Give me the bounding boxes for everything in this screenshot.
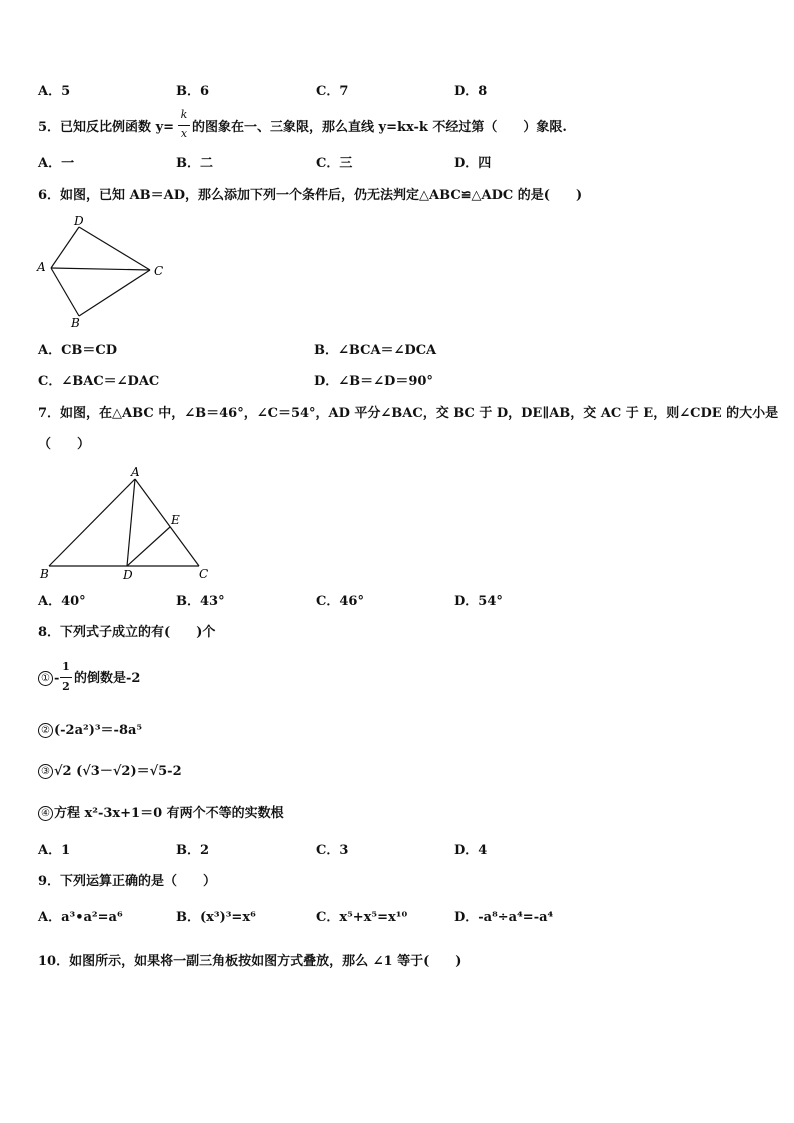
q7-label-e: E: [171, 513, 180, 527]
q9-option-d: D．-a⁸÷a⁴=-a⁴: [454, 910, 554, 925]
q8-option-d: D．4: [454, 843, 488, 858]
q8-stem: 8．下列式子成立的有( )个: [38, 625, 216, 640]
q9-option-a: A．a³•a²=a⁶: [38, 910, 123, 925]
q7-label-c: C: [199, 567, 209, 581]
q7-stem-line1: 7．如图，在△ABC 中，∠B＝46°，∠C＝54°，AD 平分∠BAC，交 BC 于 D，DE∥AB，交 AC 于 E，则∠CDE 的大小是: [38, 406, 779, 421]
q9-option-c: C．x⁵+x⁵=x¹⁰: [316, 910, 408, 925]
q6-label-d: D: [74, 214, 84, 228]
q5-fraction-bar: [178, 125, 190, 126]
q8-item3-mark: ③: [38, 764, 53, 779]
q7-figure-triangle: [34, 462, 224, 584]
q8-item2-text: (-2a²)³＝-8a⁵: [54, 723, 143, 738]
q6-option-d: D．∠B＝∠D＝90°: [314, 374, 433, 389]
q8-item4-text: 方程 x²-3x+1＝0 有两个不等的实数根: [54, 806, 284, 821]
q4-option-d: D．8: [454, 84, 488, 99]
q5-option-d: D．四: [454, 156, 492, 171]
q8-item4-mark: ④: [38, 806, 53, 821]
q5-stem-prefix: 5．已知反比例函数 y=: [38, 120, 175, 135]
q7-option-b: B．43°: [176, 594, 225, 609]
q5-option-c: C．三: [316, 156, 353, 171]
q8-option-b: B．2: [176, 843, 210, 858]
q6-stem: 6．如图，已知 AB＝AD，那么添加下列一个条件后，仍无法判定△ABC≌△ADC 的是( ): [38, 188, 583, 203]
q7-segment-ac: [135, 479, 199, 566]
q5-stem-suffix: 的图象在一、三象限，那么直线 y=kx-k 不经过第（ ）象限.: [192, 120, 567, 135]
q8-item1: [38, 671, 59, 687]
q7-segment-ad: [127, 479, 135, 566]
q6-figure-quadrilateral: [34, 212, 174, 332]
q6-segment-bc: [79, 270, 150, 316]
q8-item3-text: √2 (√3－√2)＝√5-2: [54, 764, 182, 779]
q8-option-a: A．1: [38, 843, 71, 858]
q9-stem: 9．下列运算正确的是（ ）: [38, 874, 217, 889]
q8-item2: [38, 723, 142, 739]
q7-label-d: D: [123, 568, 133, 582]
q5-option-a: A．一: [38, 156, 75, 171]
q8-item3: [38, 764, 182, 780]
q6-segment-dc: [79, 227, 150, 270]
q7-label-b: B: [40, 567, 49, 581]
q8-item1-fraction-denominator: 2: [62, 680, 70, 693]
q6-label-b: B: [71, 316, 80, 330]
q6-option-a: A．CB＝CD: [38, 343, 118, 358]
q7-segment-de: [127, 527, 170, 566]
q8-item1-fraction-bar: [60, 677, 72, 678]
q5-fraction-denominator: x: [180, 127, 188, 140]
q10-stem: 10．如图所示，如果将一副三角板按如图方式叠放，那么 ∠1 等于( ): [38, 954, 462, 969]
q7-option-a: A．40°: [38, 594, 86, 609]
q7-segment-ab: [49, 479, 135, 566]
q8-item1-minus: -: [54, 671, 60, 686]
q7-option-c: C．46°: [316, 594, 364, 609]
q6-option-b: B．∠BCA＝∠DCA: [314, 343, 437, 358]
q4-option-b: B．6: [176, 84, 210, 99]
q5-fraction-numerator: k: [180, 108, 188, 121]
q8-option-c: C．3: [316, 843, 349, 858]
q6-segment-ac: [51, 268, 150, 270]
q4-option-a: A．5: [38, 84, 71, 99]
q8-item2-mark: ②: [38, 723, 53, 738]
q4-option-c: C．7: [316, 84, 349, 99]
q8-item4: [38, 806, 284, 822]
q6-segment-ab: [51, 268, 79, 316]
q6-segment-ad: [51, 227, 79, 268]
q9-option-b: B．(x³)³=x⁶: [176, 910, 256, 925]
q6-option-c: C．∠BAC＝∠DAC: [38, 374, 160, 389]
q7-stem-line2: （ ）: [38, 437, 91, 452]
q7-label-a: A: [131, 465, 140, 479]
q8-item1-mark: ①: [38, 671, 53, 686]
q8-item1-text: 的倒数是-2: [74, 671, 141, 686]
q7-option-d: D．54°: [454, 594, 503, 609]
q6-label-a: A: [37, 260, 46, 274]
q5-option-b: B．二: [176, 156, 213, 171]
q6-label-c: C: [154, 264, 164, 278]
q8-item1-fraction-numerator: 1: [62, 660, 70, 673]
